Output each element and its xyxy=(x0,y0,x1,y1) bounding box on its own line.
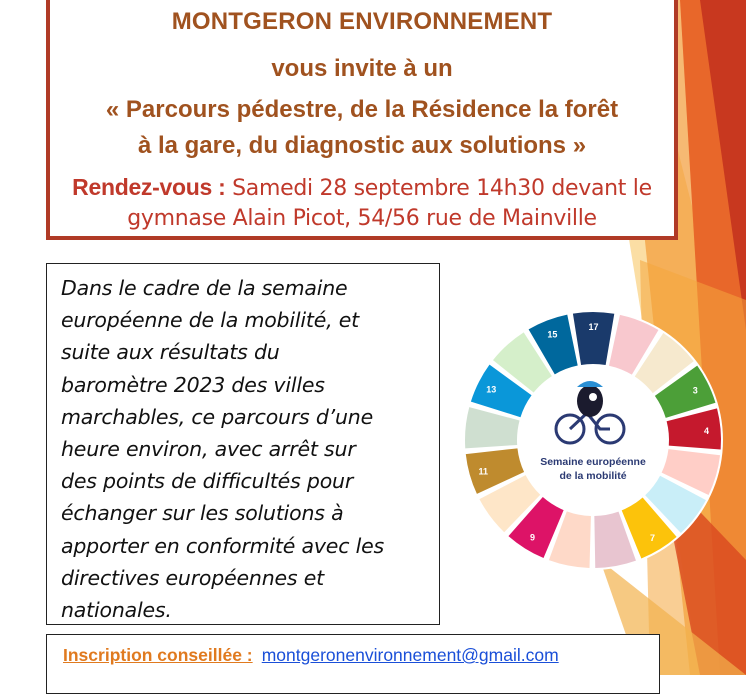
logo-caption-line-2: de la mobilité xyxy=(559,470,627,482)
description-line: des points de difficultés pour xyxy=(61,469,354,494)
goal-number: 9 xyxy=(530,532,536,543)
goal-number: 3 xyxy=(692,385,698,396)
rendezvous-label: Rendez-vous : xyxy=(72,174,226,200)
goal-number: 17 xyxy=(588,322,599,333)
description-line: directives européennes et xyxy=(61,565,324,590)
description-line: Dans le cadre de la semaine xyxy=(61,276,348,300)
description-line: nationales. xyxy=(61,598,172,623)
logo-caption-line-1: Semaine européenne xyxy=(540,456,646,468)
description-line: échanger sur les solutions à xyxy=(61,501,344,526)
goal-number: 15 xyxy=(547,329,558,340)
description-line: marchables, ce parcours d’une xyxy=(61,404,373,429)
registration-email-link[interactable]: montgeronenvironnement@gmail.com xyxy=(261,645,559,665)
description-line: baromètre 2023 des villes xyxy=(61,372,325,397)
event-header-box xyxy=(46,0,678,240)
goal-number: 4 xyxy=(704,426,710,437)
goal-number: 13 xyxy=(486,384,497,395)
goal-number: 11 xyxy=(478,466,488,477)
rendezvous-date-time: Samedi 28 septembre 14h30 devant le xyxy=(225,176,652,201)
rendezvous-line-1 xyxy=(50,174,674,201)
event-title-line-2: à la gare, du diagnostic aux solutions » xyxy=(137,132,587,159)
registration-box xyxy=(46,634,660,694)
description-line: apporter en conformité avec les xyxy=(61,533,384,558)
description-line: suite aux résultats du xyxy=(61,340,280,365)
description-line: heure environ, avec arrêt sur xyxy=(61,437,356,462)
invite-line: vous invite à un xyxy=(271,55,453,82)
registration-label: Inscription conseillée : xyxy=(63,645,253,665)
goal-number: 7 xyxy=(650,533,656,544)
description-box xyxy=(46,263,440,625)
organization-name: MONTGERON ENVIRONNEMENT xyxy=(171,8,553,35)
description-line: européenne de la mobilité, et xyxy=(61,308,359,333)
event-title-line-1: « Parcours pédestre, de la Résidence la forêt xyxy=(105,96,619,123)
mobility-week-logo xyxy=(462,309,724,571)
rendezvous-location: gymnase Alain Picot, 54/56 rue de Mainville xyxy=(127,206,597,231)
